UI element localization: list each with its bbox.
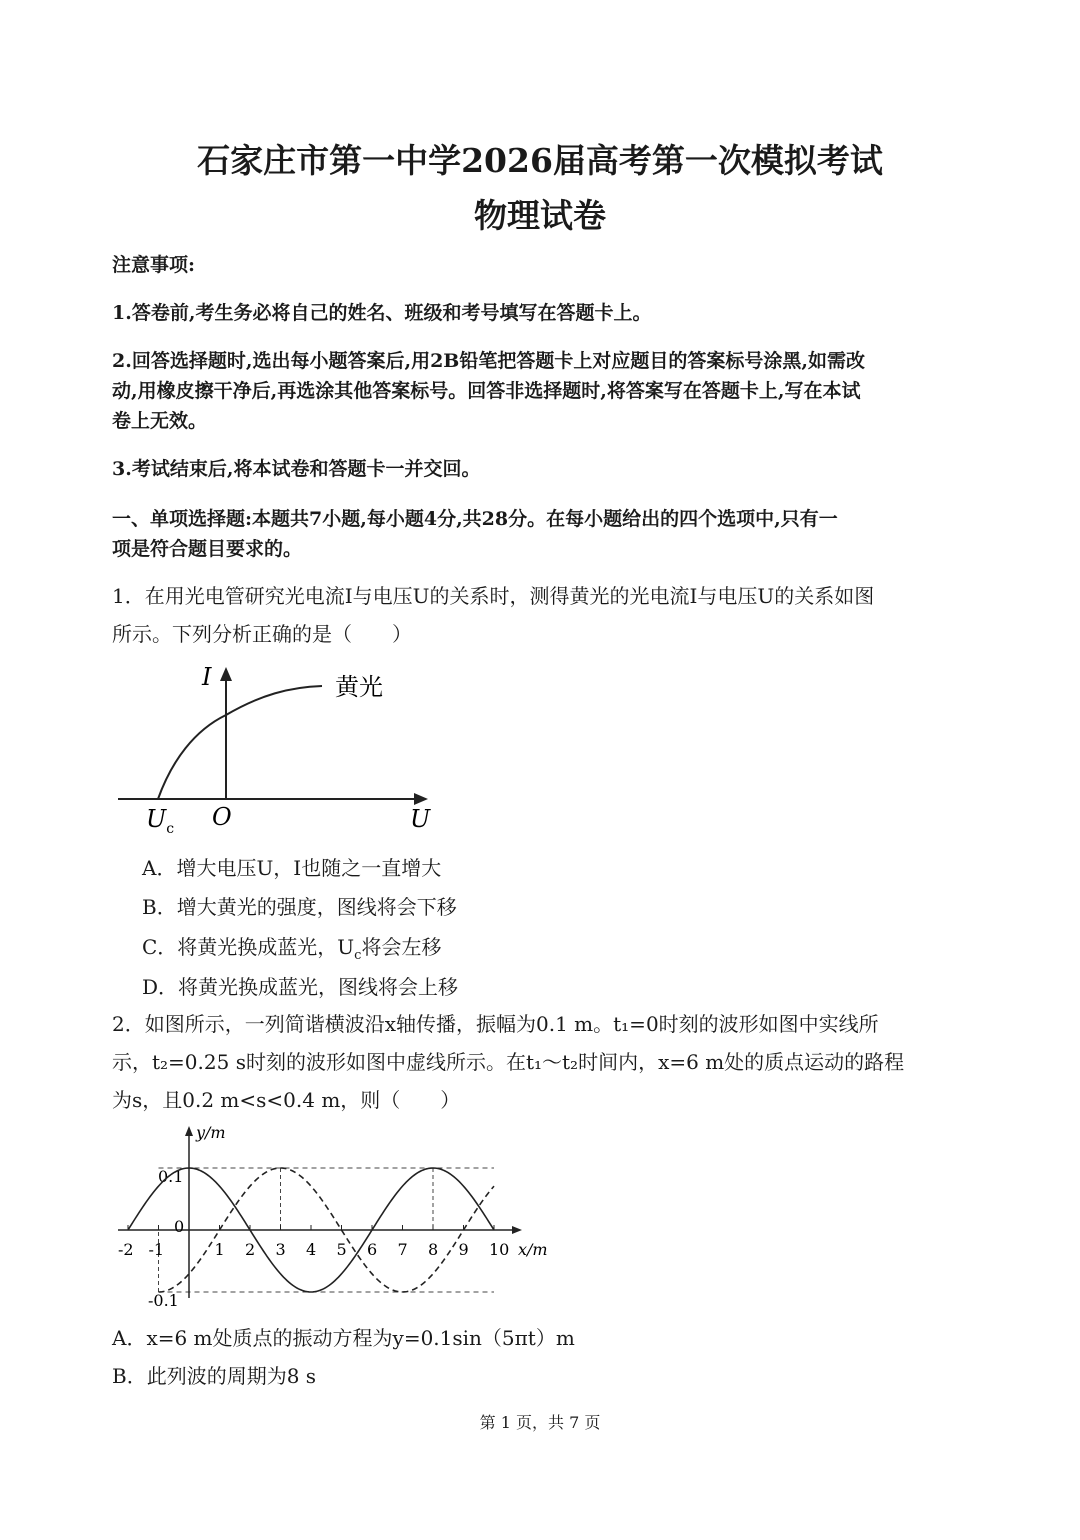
- x-tick-label: 4: [306, 1240, 317, 1259]
- q2-y-tick-zero: 0: [174, 1217, 185, 1236]
- q2-stem-line-3: 为s，且0.2 m<s<0.4 m，则（ ）: [112, 1088, 461, 1112]
- x-tick-label: 1: [214, 1240, 225, 1259]
- x-tick-label: 10: [489, 1240, 510, 1259]
- notice-heading: 注意事项:: [112, 254, 196, 276]
- q1-stem-line-2: 所示。下列分析正确的是（ ）: [112, 622, 412, 646]
- exam-subtitle: 物理试卷: [474, 196, 606, 235]
- q2-option-a: A．x=6 m处质点的振动方程为y=0.1sin（5πt）m: [112, 1326, 575, 1350]
- notice-item-1: 1.答卷前,考生务必将自己的姓名、班级和考号填写在答题卡上。: [112, 302, 652, 324]
- x-tick-label: -2: [118, 1240, 134, 1259]
- q1-option-d: D．将黄光换成蓝光，图线将会上移: [142, 975, 459, 999]
- q2-option-b: B．此列波的周期为8 s: [112, 1364, 317, 1388]
- q1-figure: [110, 655, 440, 840]
- notice-item-3: 3.考试结束后,将本试卷和答题卡一并交回。: [112, 458, 481, 480]
- notice-item-2-line-3: 卷上无效。: [112, 410, 208, 432]
- q2-x-axis-label: x/m: [518, 1240, 548, 1259]
- q2-stem-line-2: 示，t₂=0.25 s时刻的波形如图中虚线所示。在t₁～t₂时间内，x=6 m处的质点运动的路程: [112, 1050, 905, 1074]
- q2-y-tick-bottom: -0.1: [148, 1291, 179, 1310]
- q2-y-axis-label: y/m: [196, 1123, 226, 1142]
- x-tick-label: 7: [397, 1240, 408, 1259]
- notice-item-2-line-1: 2.回答选择题时,选出每小题答案后,用2B铅笔把答题卡上对应题目的答案标号涂黑,如需改: [112, 350, 865, 372]
- q2-wave-chart: [110, 1120, 560, 1320]
- q1-option-b: B．增大黄光的强度，图线将会下移: [142, 895, 457, 919]
- x-tick-label: 8: [428, 1240, 439, 1259]
- q1-option-a: A．增大电压U，I也随之一直增大: [142, 856, 442, 880]
- x-tick-label: 6: [367, 1240, 378, 1259]
- q1-uc-main: U: [146, 805, 167, 833]
- exam-title: 石家庄市第一中学2026届高考第一次模拟考试: [197, 141, 883, 180]
- section-intro-line-2: 项是符合题目要求的。: [112, 538, 303, 560]
- x-tick-label: 3: [275, 1240, 286, 1259]
- q2-y-tick-top: 0.1: [158, 1167, 184, 1186]
- page-footer: 第 1 页，共 7 页: [479, 1413, 601, 1432]
- q2-x-arrow: [512, 1226, 522, 1234]
- x-tick-label: -1: [148, 1240, 165, 1259]
- section-intro-line-1: 一、单项选择题:本题共7小题,每小题4分,共28分。在每小题给出的四个选项中,只有一: [112, 508, 838, 530]
- q1-option-c-text: C．将黄光换成蓝光，U: [142, 935, 355, 959]
- q1-x-label: U: [410, 805, 431, 833]
- q1-y-arrow: [220, 667, 232, 681]
- q2-y-arrow: [185, 1126, 193, 1136]
- q1-x-arrow: [414, 793, 428, 805]
- x-tick-label: 2: [245, 1240, 256, 1259]
- q1-option-c-tail: 将会左移: [361, 935, 442, 959]
- x-tick-label: 9: [458, 1240, 469, 1259]
- q1-uc-sub: c: [166, 821, 175, 837]
- q1-uc-label: [146, 805, 174, 837]
- q1-origin-label: O: [212, 803, 232, 831]
- q1-curve: [158, 686, 322, 799]
- q1-option-c: [142, 931, 441, 963]
- q1-stem-line-1: 1．在用光电管研究光电流I与电压U的关系时，测得黄光的光电流I与电压U的关系如图: [112, 584, 875, 608]
- x-tick-label: 5: [336, 1240, 347, 1259]
- q1-y-label: I: [202, 663, 212, 691]
- q1-option-c-sub: c: [354, 948, 362, 963]
- q2-stem-line-1: 2．如图所示，一列简谐横波沿x轴传播，振幅为0.1 m。t₁=0时刻的波形如图中实线所: [112, 1012, 879, 1036]
- q1-curve-label: 黄光: [335, 673, 383, 701]
- notice-item-2-line-2: 动,用橡皮擦干净后,再选涂其他答案标号。回答非选择题时,将答案写在答题卡上,写在本试: [112, 380, 861, 402]
